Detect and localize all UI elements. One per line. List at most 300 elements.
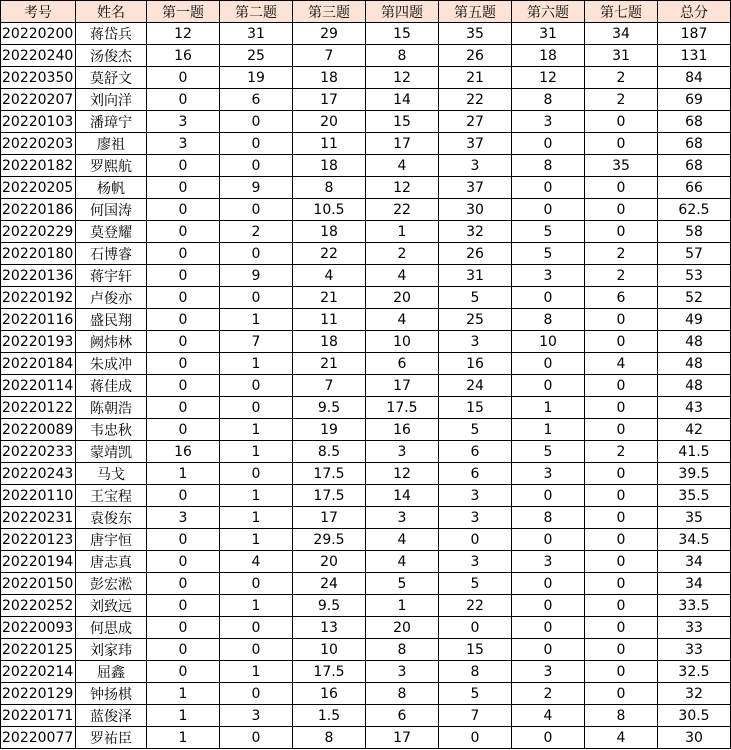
cell-q4: 14	[366, 89, 439, 111]
cell-exam-id: 20220123	[1, 529, 76, 551]
cell-q5: 35	[439, 23, 512, 45]
cell-q5: 26	[439, 45, 512, 67]
cell-exam-id: 20220129	[1, 683, 76, 705]
cell-q2: 0	[220, 133, 293, 155]
cell-q7: 0	[585, 177, 658, 199]
cell-total: 39.5	[658, 463, 731, 485]
cell-q3: 1.5	[293, 705, 366, 727]
header-name: 姓名	[76, 1, 147, 23]
cell-q4: 4	[366, 551, 439, 573]
cell-q6: 0	[512, 617, 585, 639]
cell-q5: 6	[439, 463, 512, 485]
cell-q2: 0	[220, 617, 293, 639]
cell-q3: 10.5	[293, 199, 366, 221]
header-q1: 第一题	[147, 1, 220, 23]
cell-q5: 22	[439, 89, 512, 111]
cell-q1: 3	[147, 507, 220, 529]
cell-q2: 0	[220, 573, 293, 595]
cell-exam-id: 20220171	[1, 705, 76, 727]
cell-q5: 7	[439, 705, 512, 727]
cell-q3: 24	[293, 573, 366, 595]
cell-exam-id: 20220231	[1, 507, 76, 529]
cell-name: 罗祐臣	[76, 727, 147, 749]
cell-total: 68	[658, 155, 731, 177]
cell-q5: 16	[439, 353, 512, 375]
cell-q5: 8	[439, 661, 512, 683]
cell-q5: 5	[439, 683, 512, 705]
cell-q1: 0	[147, 595, 220, 617]
cell-q1: 1	[147, 705, 220, 727]
cell-q3: 9.5	[293, 595, 366, 617]
cell-name: 罗熙航	[76, 155, 147, 177]
table-row	[1, 595, 731, 617]
cell-q4: 4	[366, 529, 439, 551]
cell-q1: 0	[147, 639, 220, 661]
cell-q7: 0	[585, 397, 658, 419]
cell-q4: 20	[366, 287, 439, 309]
cell-total: 66	[658, 177, 731, 199]
table-row	[1, 89, 731, 111]
table-row	[1, 463, 731, 485]
table-row	[1, 683, 731, 705]
cell-total: 32.5	[658, 661, 731, 683]
cell-q3: 19	[293, 419, 366, 441]
header-total: 总分	[658, 1, 731, 23]
cell-exam-id: 20220240	[1, 45, 76, 67]
cell-q2: 2	[220, 221, 293, 243]
cell-q2: 1	[220, 485, 293, 507]
cell-name: 唐志真	[76, 551, 147, 573]
cell-q7: 0	[585, 617, 658, 639]
cell-q2: 7	[220, 331, 293, 353]
cell-q1: 0	[147, 375, 220, 397]
cell-q4: 5	[366, 573, 439, 595]
cell-q6: 5	[512, 221, 585, 243]
cell-q1: 0	[147, 177, 220, 199]
cell-q3: 9.5	[293, 397, 366, 419]
header-row	[1, 1, 731, 23]
cell-q4: 4	[366, 309, 439, 331]
header-q4: 第四题	[366, 1, 439, 23]
cell-q6: 0	[512, 177, 585, 199]
cell-q1: 0	[147, 199, 220, 221]
cell-q7: 0	[585, 221, 658, 243]
cell-q7: 0	[585, 661, 658, 683]
cell-q7: 4	[585, 727, 658, 749]
cell-total: 48	[658, 375, 731, 397]
cell-q5: 0	[439, 727, 512, 749]
cell-q5: 31	[439, 265, 512, 287]
cell-q4: 15	[366, 111, 439, 133]
cell-total: 35.5	[658, 485, 731, 507]
cell-q2: 1	[220, 661, 293, 683]
cell-q1: 0	[147, 397, 220, 419]
cell-q6: 5	[512, 243, 585, 265]
cell-q6: 18	[512, 45, 585, 67]
cell-name: 刘向洋	[76, 89, 147, 111]
cell-q5: 3	[439, 155, 512, 177]
cell-q5: 27	[439, 111, 512, 133]
cell-q2: 0	[220, 639, 293, 661]
cell-name: 马戈	[76, 463, 147, 485]
cell-q6: 0	[512, 199, 585, 221]
cell-q3: 10	[293, 639, 366, 661]
cell-q2: 0	[220, 287, 293, 309]
cell-q4: 3	[366, 661, 439, 683]
cell-q6: 0	[512, 133, 585, 155]
cell-q5: 15	[439, 397, 512, 419]
cell-q1: 0	[147, 243, 220, 265]
cell-q3: 17.5	[293, 485, 366, 507]
cell-total: 42	[658, 419, 731, 441]
cell-name: 刘家玮	[76, 639, 147, 661]
cell-q7: 0	[585, 375, 658, 397]
cell-q6: 4	[512, 705, 585, 727]
cell-total: 30	[658, 727, 731, 749]
cell-q1: 0	[147, 529, 220, 551]
cell-q4: 15	[366, 23, 439, 45]
cell-name: 彭宏淞	[76, 573, 147, 595]
cell-exam-id: 20220350	[1, 67, 76, 89]
cell-exam-id: 20220116	[1, 309, 76, 331]
cell-exam-id: 20220207	[1, 89, 76, 111]
cell-q4: 20	[366, 617, 439, 639]
cell-q4: 12	[366, 177, 439, 199]
cell-q1: 0	[147, 331, 220, 353]
header-q3: 第三题	[293, 1, 366, 23]
table-row	[1, 111, 731, 133]
cell-q2: 9	[220, 177, 293, 199]
cell-q3: 18	[293, 155, 366, 177]
cell-name: 蒋宇轩	[76, 265, 147, 287]
cell-q6: 3	[512, 551, 585, 573]
header-q5: 第五题	[439, 1, 512, 23]
cell-q2: 4	[220, 551, 293, 573]
cell-q1: 0	[147, 221, 220, 243]
cell-exam-id: 20220136	[1, 265, 76, 287]
cell-exam-id: 20220186	[1, 199, 76, 221]
cell-total: 30.5	[658, 705, 731, 727]
cell-exam-id: 20220110	[1, 485, 76, 507]
cell-q6: 1	[512, 419, 585, 441]
cell-q7: 0	[585, 331, 658, 353]
cell-name: 莫登耀	[76, 221, 147, 243]
cell-q7: 2	[585, 243, 658, 265]
cell-q7: 0	[585, 419, 658, 441]
table-row	[1, 485, 731, 507]
cell-name: 屈鑫	[76, 661, 147, 683]
cell-q1: 1	[147, 727, 220, 749]
cell-q6: 0	[512, 485, 585, 507]
cell-q2: 0	[220, 683, 293, 705]
cell-q4: 17	[366, 133, 439, 155]
cell-q3: 8.5	[293, 441, 366, 463]
cell-q6: 2	[512, 683, 585, 705]
cell-q5: 3	[439, 485, 512, 507]
table-row	[1, 529, 731, 551]
cell-q6: 0	[512, 573, 585, 595]
cell-name: 王宝程	[76, 485, 147, 507]
cell-q5: 3	[439, 551, 512, 573]
cell-q6: 0	[512, 529, 585, 551]
cell-q7: 0	[585, 529, 658, 551]
cell-q4: 1	[366, 595, 439, 617]
cell-exam-id: 20220205	[1, 177, 76, 199]
cell-q5: 32	[439, 221, 512, 243]
cell-q2: 25	[220, 45, 293, 67]
cell-total: 43	[658, 397, 731, 419]
cell-q5: 3	[439, 331, 512, 353]
cell-q2: 6	[220, 89, 293, 111]
cell-q4: 12	[366, 67, 439, 89]
table-row	[1, 353, 731, 375]
cell-total: 41.5	[658, 441, 731, 463]
cell-q6: 0	[512, 727, 585, 749]
header-q2: 第二题	[220, 1, 293, 23]
cell-q2: 1	[220, 595, 293, 617]
cell-q3: 18	[293, 221, 366, 243]
cell-q4: 6	[366, 705, 439, 727]
cell-q2: 0	[220, 111, 293, 133]
cell-total: 68	[658, 133, 731, 155]
cell-q2: 0	[220, 463, 293, 485]
table-body	[1, 23, 731, 749]
cell-q6: 3	[512, 111, 585, 133]
cell-q7: 0	[585, 111, 658, 133]
cell-total: 58	[658, 221, 731, 243]
cell-name: 何国涛	[76, 199, 147, 221]
cell-q3: 17.5	[293, 661, 366, 683]
cell-q1: 0	[147, 617, 220, 639]
cell-q1: 3	[147, 133, 220, 155]
cell-name: 朱成冲	[76, 353, 147, 375]
cell-q7: 0	[585, 551, 658, 573]
table-row	[1, 419, 731, 441]
cell-q2: 0	[220, 375, 293, 397]
header-q7: 第七题	[585, 1, 658, 23]
cell-q1: 0	[147, 551, 220, 573]
cell-q2: 0	[220, 243, 293, 265]
table-row	[1, 309, 731, 331]
cell-q6: 3	[512, 265, 585, 287]
cell-q2: 0	[220, 397, 293, 419]
cell-q3: 13	[293, 617, 366, 639]
cell-name: 廖祖	[76, 133, 147, 155]
cell-total: 62.5	[658, 199, 731, 221]
cell-q6: 5	[512, 441, 585, 463]
cell-total: 32	[658, 683, 731, 705]
cell-q4: 6	[366, 353, 439, 375]
cell-total: 57	[658, 243, 731, 265]
cell-q1: 0	[147, 287, 220, 309]
table-row	[1, 23, 731, 45]
cell-q6: 0	[512, 287, 585, 309]
cell-name: 韦忠秋	[76, 419, 147, 441]
cell-q1: 16	[147, 45, 220, 67]
cell-q3: 21	[293, 287, 366, 309]
cell-q2: 1	[220, 419, 293, 441]
cell-total: 35	[658, 507, 731, 529]
cell-q1: 0	[147, 265, 220, 287]
cell-q1: 16	[147, 441, 220, 463]
cell-total: 187	[658, 23, 731, 45]
cell-q3: 22	[293, 243, 366, 265]
cell-exam-id: 20220243	[1, 463, 76, 485]
cell-q5: 24	[439, 375, 512, 397]
cell-exam-id: 20220214	[1, 661, 76, 683]
cell-q7: 2	[585, 265, 658, 287]
cell-exam-id: 20220194	[1, 551, 76, 573]
cell-name: 杨帆	[76, 177, 147, 199]
cell-name: 盛民翔	[76, 309, 147, 331]
cell-name: 蒙靖凯	[76, 441, 147, 463]
cell-q6: 0	[512, 595, 585, 617]
table-row	[1, 727, 731, 749]
cell-q1: 12	[147, 23, 220, 45]
cell-q2: 1	[220, 507, 293, 529]
table-row	[1, 45, 731, 67]
cell-q1: 1	[147, 463, 220, 485]
cell-total: 131	[658, 45, 731, 67]
cell-q4: 22	[366, 199, 439, 221]
cell-total: 68	[658, 111, 731, 133]
cell-total: 34	[658, 573, 731, 595]
cell-total: 34	[658, 551, 731, 573]
cell-q5: 3	[439, 507, 512, 529]
cell-exam-id: 20220103	[1, 111, 76, 133]
cell-name: 刘致远	[76, 595, 147, 617]
cell-q6: 8	[512, 309, 585, 331]
cell-q2: 1	[220, 441, 293, 463]
table-row	[1, 287, 731, 309]
cell-q4: 3	[366, 507, 439, 529]
cell-q7: 4	[585, 353, 658, 375]
cell-total: 48	[658, 331, 731, 353]
cell-exam-id: 20220093	[1, 617, 76, 639]
cell-name: 蒋岱兵	[76, 23, 147, 45]
cell-q3: 4	[293, 265, 366, 287]
cell-q6: 0	[512, 639, 585, 661]
cell-q4: 8	[366, 45, 439, 67]
cell-q6: 3	[512, 661, 585, 683]
cell-exam-id: 20220089	[1, 419, 76, 441]
cell-q6: 8	[512, 89, 585, 111]
cell-exam-id: 20220229	[1, 221, 76, 243]
cell-exam-id: 20220150	[1, 573, 76, 595]
cell-exam-id: 20220122	[1, 397, 76, 419]
cell-exam-id: 20220114	[1, 375, 76, 397]
cell-q5: 6	[439, 441, 512, 463]
cell-name: 卢俊亦	[76, 287, 147, 309]
cell-q5: 26	[439, 243, 512, 265]
cell-q3: 8	[293, 177, 366, 199]
cell-q2: 1	[220, 529, 293, 551]
cell-name: 何思成	[76, 617, 147, 639]
table-row	[1, 133, 731, 155]
table-row	[1, 375, 731, 397]
cell-q7: 31	[585, 45, 658, 67]
cell-q4: 12	[366, 463, 439, 485]
cell-q5: 15	[439, 639, 512, 661]
cell-q3: 11	[293, 133, 366, 155]
table-row	[1, 507, 731, 529]
cell-q7: 34	[585, 23, 658, 45]
cell-q1: 0	[147, 89, 220, 111]
cell-name: 陈朝浩	[76, 397, 147, 419]
table-header	[1, 1, 731, 23]
cell-exam-id: 20220077	[1, 727, 76, 749]
cell-q7: 2	[585, 441, 658, 463]
cell-q7: 35	[585, 155, 658, 177]
cell-q3: 7	[293, 375, 366, 397]
table-row	[1, 265, 731, 287]
cell-q4: 8	[366, 639, 439, 661]
cell-q4: 10	[366, 331, 439, 353]
cell-q7: 0	[585, 199, 658, 221]
cell-q6: 12	[512, 67, 585, 89]
cell-q5: 5	[439, 419, 512, 441]
cell-q4: 1	[366, 221, 439, 243]
cell-q4: 14	[366, 485, 439, 507]
cell-q2: 19	[220, 67, 293, 89]
cell-q4: 17.5	[366, 397, 439, 419]
cell-q6: 31	[512, 23, 585, 45]
cell-name: 阙炜林	[76, 331, 147, 353]
cell-q2: 0	[220, 155, 293, 177]
cell-q1: 0	[147, 353, 220, 375]
cell-q5: 0	[439, 529, 512, 551]
cell-exam-id: 20220184	[1, 353, 76, 375]
cell-q2: 31	[220, 23, 293, 45]
cell-name: 钟扬棋	[76, 683, 147, 705]
table-row	[1, 661, 731, 683]
cell-q5: 30	[439, 199, 512, 221]
cell-q6: 10	[512, 331, 585, 353]
cell-q7: 6	[585, 287, 658, 309]
table-row	[1, 551, 731, 573]
cell-q3: 7	[293, 45, 366, 67]
table-row	[1, 639, 731, 661]
cell-exam-id: 20220192	[1, 287, 76, 309]
table-row	[1, 243, 731, 265]
cell-q5: 0	[439, 617, 512, 639]
cell-q4: 2	[366, 243, 439, 265]
cell-q7: 0	[585, 595, 658, 617]
cell-total: 53	[658, 265, 731, 287]
cell-q3: 29.5	[293, 529, 366, 551]
cell-q1: 0	[147, 155, 220, 177]
cell-q1: 0	[147, 573, 220, 595]
table-row	[1, 221, 731, 243]
cell-name: 莫舒文	[76, 67, 147, 89]
cell-q4: 4	[366, 265, 439, 287]
cell-total: 33	[658, 639, 731, 661]
cell-q1: 0	[147, 485, 220, 507]
cell-q3: 17.5	[293, 463, 366, 485]
cell-total: 33.5	[658, 595, 731, 617]
cell-q3: 16	[293, 683, 366, 705]
cell-name: 石博睿	[76, 243, 147, 265]
table-row	[1, 397, 731, 419]
cell-q4: 16	[366, 419, 439, 441]
table-row	[1, 199, 731, 221]
cell-q3: 11	[293, 309, 366, 331]
table-row	[1, 155, 731, 177]
cell-exam-id: 20220193	[1, 331, 76, 353]
cell-q2: 1	[220, 353, 293, 375]
cell-q1: 0	[147, 67, 220, 89]
cell-name: 蓝俊泽	[76, 705, 147, 727]
